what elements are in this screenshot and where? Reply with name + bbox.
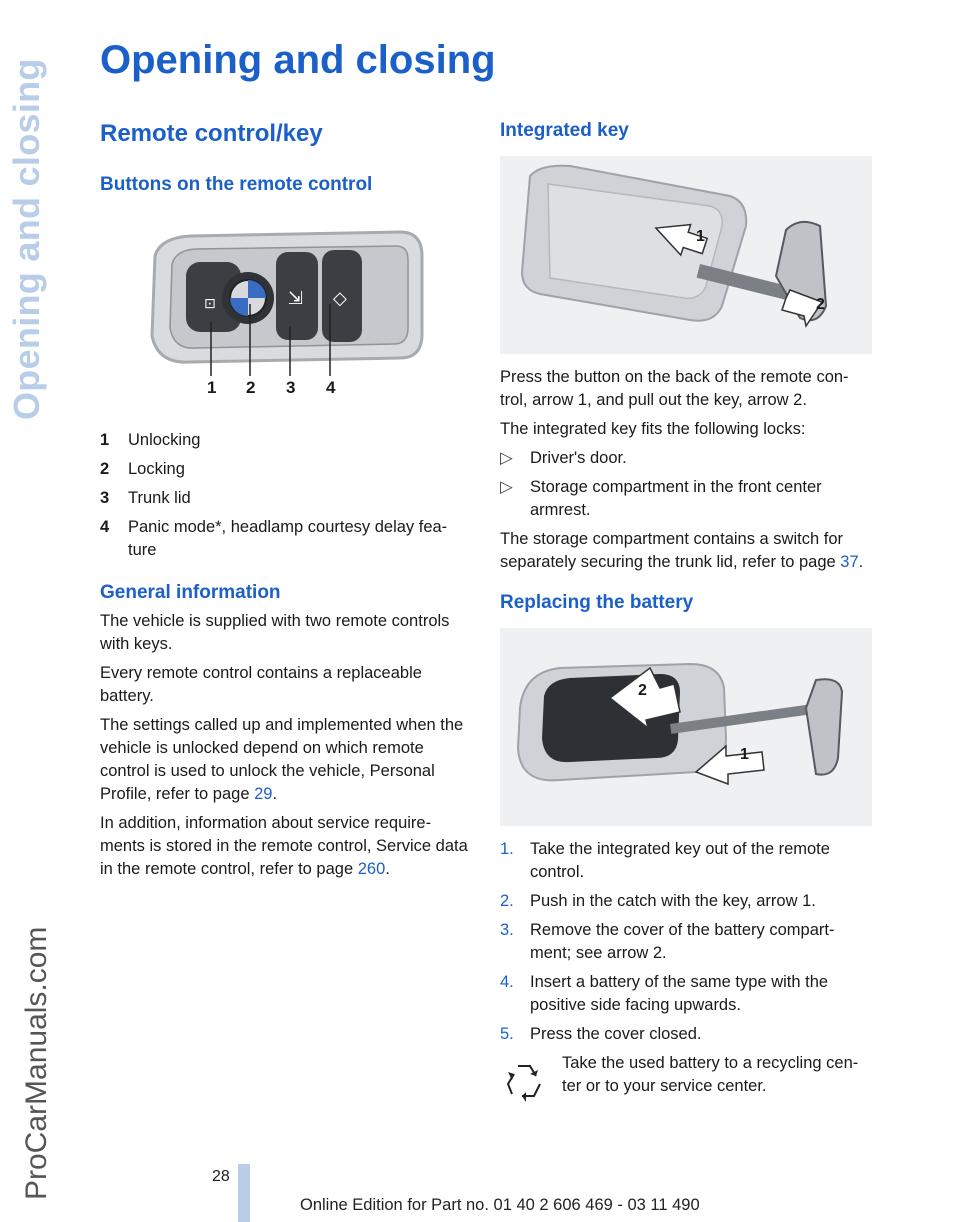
paragraph: In addition, information about service require-ments is stored in the remote control, Service data in the remote control, refer to page 260.: [100, 814, 468, 878]
svg-text:◇: ◇: [333, 288, 347, 309]
subheading-buttons: Buttons on the remote control: [100, 174, 373, 195]
list-item: 3 Trunk lid: [100, 489, 191, 507]
figure-label-2: 2: [246, 378, 256, 397]
side-section-tab: [0, 0, 68, 1222]
list-item: 1 Unlocking: [100, 431, 201, 449]
paragraph: Every remote control contains a replaceable battery.: [100, 664, 422, 705]
page-link[interactable]: 29: [254, 785, 273, 803]
subheading-replacing-battery: Replacing the battery: [500, 592, 694, 613]
list-item: ▷ Storage compartment in the front center armrest.: [500, 478, 822, 519]
recycle-icon: [500, 1052, 562, 1111]
figure-label-4: 4: [326, 378, 336, 397]
arrow-label-1: 1: [696, 228, 705, 245]
paragraph: Press the button on the back of the remote con-trol, arrow 1, and pull out the key, arrow 2.: [500, 368, 849, 409]
page-title: Opening and closing: [100, 38, 496, 82]
arrow-label-2: 2: [638, 682, 647, 699]
paragraph: The storage compartment contains a switch for separately securing the trunk lid, refer to page 37.: [500, 530, 864, 571]
list-item: 5. Press the cover closed.: [500, 1025, 702, 1043]
paragraph: The settings called up and implemented when the vehicle is unlocked depend on which remote control is used to unlock the vehicle, Personal Profile, refer to page 29.: [100, 716, 464, 803]
footer-edition: Online Edition for Part no. 01 40 2 606 469 - 03 11 490: [300, 1196, 700, 1214]
left-column: [100, 120, 472, 887]
remote-buttons-figure: [100, 216, 472, 411]
arrow-label-1: 1: [740, 746, 749, 763]
list-item: ▷ Driver's door.: [500, 449, 627, 467]
paragraph: The integrated key fits the following locks:: [500, 420, 806, 438]
svg-text:⊡: ⊡: [204, 296, 216, 312]
svg-text:⇲: ⇲: [288, 288, 304, 309]
subheading-general: General information: [100, 582, 281, 603]
figure-label-1: 1: [207, 378, 217, 397]
paragraph: The vehicle is supplied with two remote controls with keys.: [100, 612, 450, 653]
page-link[interactable]: 260: [357, 860, 386, 878]
recycle-text: Take the used battery to a recycling cen-ter or to your service center.: [562, 1054, 859, 1095]
arrow-label-2: 2: [816, 296, 825, 313]
page-link[interactable]: 37: [840, 553, 859, 571]
button-list: [100, 429, 472, 562]
list-item: 3. Remove the cover of the battery compart-ment; see arrow 2.: [500, 921, 835, 962]
right-column: [500, 120, 872, 1111]
steps-list: [500, 838, 872, 1046]
integrated-key-figure: [500, 156, 872, 354]
list-item: 4. Insert a battery of the same type with the positive side facing upwards.: [500, 973, 829, 1014]
battery-illustration: [500, 628, 872, 826]
section-heading-remote: Remote control/key: [100, 120, 323, 147]
list-item: 4 Panic mode*, headlamp courtesy delay fea- ture: [100, 518, 448, 559]
integrated-key-illustration: [500, 156, 872, 354]
list-item: 1. Take the integrated key out of the remote control.: [500, 840, 830, 881]
battery-figure: [500, 628, 872, 826]
figure-label-3: 3: [286, 378, 296, 397]
footer-bar: [238, 1164, 250, 1222]
lock-list: [500, 447, 872, 522]
page-number: 28: [212, 1168, 230, 1185]
recycle-note: [500, 1052, 872, 1111]
side-watermark: ProCarManuals.com: [20, 926, 53, 1200]
side-section-title: Opening and closing: [6, 58, 47, 420]
subheading-integrated-key: Integrated key: [500, 120, 629, 141]
list-item: 2 Locking: [100, 460, 185, 478]
list-item: 2. Push in the catch with the key, arrow 1.: [500, 892, 816, 910]
